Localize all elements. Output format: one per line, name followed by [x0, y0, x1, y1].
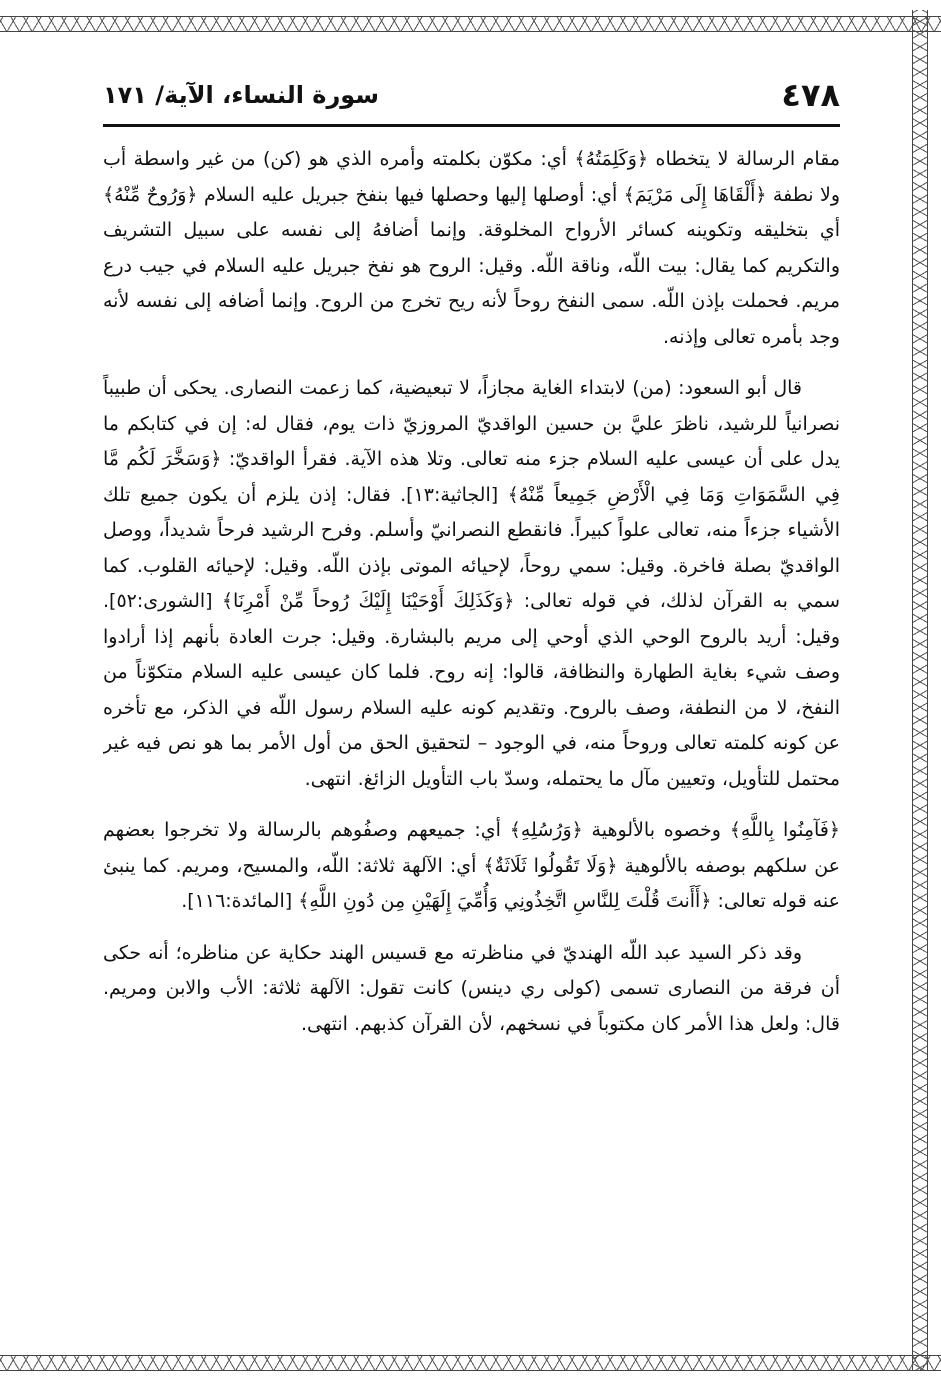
running-title: سورة النساء، الآية/ ١٧١ — [103, 81, 379, 109]
paragraph-2: قال أبو السعود: (من) لابتداء الغاية مجازاً، لا تبعيضية، كما زعمت النصارى. يحكى أن طبيباً نصرانياً للرشيد، ناظرَ عليَّ بن حسين الواقديّ المروزيّ ذات يوم، فقال له: إن في كتابكم ما يدل على أن عيسى عليه السلام جزء منه تعالى. وتلا هذه الآية. فقرأ الواقديّ: ﴿وَسَخَّرَ لَكُم مَّا فِي السَّمَوَاتِ وَمَا فِي الْأَرْضِ جَمِيعاً مِّنْهُ﴾ [الجاثية:١٣]. فقال: إذن يلزم أن يكون جميع تلك الأشياء جزءاً منه، تعالى علواً كبيراً. فانقطع النصرانيّ وأسلم. وفرح الرشيد فرحاً شديداً، ووصل الواقديّ بصلة فاخرة. وقيل: سمي روحاً، لإحيائه الموتى بإذن اللّه. وقيل: لإحيائه القلوب. كما سمي به القرآن لذلك، في قوله تعالى: ﴿وَكَذَلِكَ أَوْحَيْنَا إِلَيْكَ رُوحاً مِّنْ أَمْرِنَا﴾ [الشورى:٥٢]. وقيل: أريد بالروح الوحي الذي أوحي إلى مريم بالبشارة. وقيل: جرت العادة بأنهم إذا أرادوا وصف شيء بغاية الطهارة والنظافة، قالوا: إنه روح. فلما كان عيسى عليه السلام متكوّناً من النفخ، لا من النطفة، وصف بالروح. وتقديم كونه عليه السلام رسول اللّه في الذكر، مع تأخره عن كونه كلمته تعالى وروحاً منه، في الوجود – لتحقيق الحق من أول الأمر بما هو نص فيه غير محتمل للتأويل، وتعيين مآل ما يحتمله، وسدّ باب التأويل الزائغ. انتهى. — [103, 377, 840, 790]
decorative-border-bottom — [0, 1355, 941, 1371]
page-header — [103, 66, 840, 127]
decorative-border-top — [0, 16, 941, 32]
page-number: ٤٧٨ — [781, 76, 840, 114]
paragraph-4: وقد ذكر السيد عبد اللّه الهنديّ في مناظرته مع قسيس الهند حكاية عن مناظره؛ أنه حكى أن فرقة من النصارى تسمى (كولى ري دينس) كانت تقول: الآلهة ثلاثة: الأب والابن ومريم. قال: ولعل هذا الأمر كان مكتوباً في نسخهم، لأن القرآن كذبهم. انتهى. — [103, 941, 840, 1035]
paragraph-1: مقام الرسالة لا يتخطاه ﴿وَكَلِمَتُهُ﴾ أي: مكوّن بكلمته وأمره الذي هو (كن) من غير واسطة أب ولا نطفة ﴿أَلْقَاهَا إِلَى مَرْيَمَ﴾ أي: أوصلها إليها وحصلها فيها بنفخ جبريل عليه السلام ﴿وَرُوحٌ مِّنْهُ﴾ أي بتخليقه وتكوينه كسائر الأرواح المخلوقة. وإنما أضافهُ إلى نفسه على سبيل التشريف والتكريم كما يقال: بيت اللّه، وناقة اللّه. وقيل: الروح هو نفخ جبريل عليه السلام في جيب درع مريم. فحملت بإذن اللّه. سمى النفخ روحاً لأنه ريح تخرج من الروح. وإنما أضافه إلى نفسه لأنه وجد بأمره تعالى وإذنه. — [103, 148, 840, 348]
paragraph-3: ﴿فَآمِنُوا بِاللَّهِ﴾ وخصوه بالألوهية ﴿وَرُسُلِهِ﴾ أي: جميعهم وصفُوهم بالرسالة ولا تخرجوا بعضهم عن سلكهم بوصفه بالألوهية ﴿وَلَا تَقُولُوا ثَلَاثَةٌ﴾ أي: الآلهة ثلاثة: اللّه، والمسيح، ومريم. كما ينبئ عنه قوله تعالى: ﴿أَأَنتَ قُلْتَ لِلنَّاسِ اتَّخِذُونِي وَأُمِّيَ إِلَهَيْنِ مِن دُونِ اللَّهِ﴾ [المائدة:١١٦]. — [103, 819, 840, 912]
page-body — [103, 142, 840, 1337]
decorative-border-right — [912, 10, 928, 1370]
